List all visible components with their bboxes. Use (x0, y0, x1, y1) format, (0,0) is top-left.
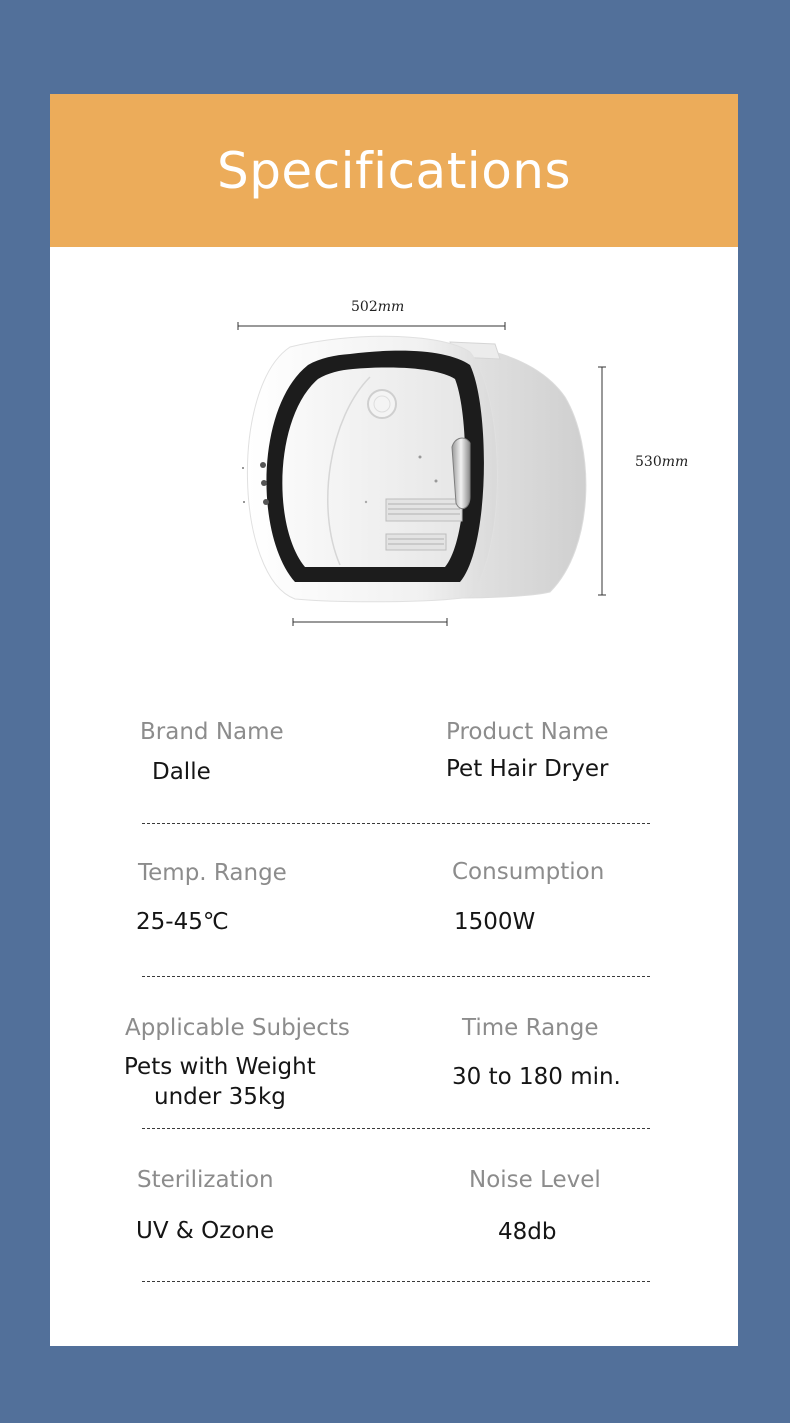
divider (142, 1128, 650, 1129)
spec-value-applicable-subjects-line2: under 35kg (154, 1084, 286, 1110)
spec-label-brand-name: Brand Name (140, 719, 284, 745)
spec-label-product-name: Product Name (446, 719, 609, 745)
height-unit: mm (661, 454, 689, 470)
divider (142, 976, 650, 977)
spec-label-temp-range: Temp. Range (138, 860, 287, 886)
height-value: 530 (635, 454, 662, 470)
page-title: Specifications (216, 141, 572, 200)
spec-label-consumption: Consumption (452, 859, 605, 885)
spec-value-product-name: Pet Hair Dryer (446, 756, 609, 782)
spec-value-sterilization: UV & Ozone (136, 1218, 275, 1244)
spec-value-time-range: 30 to 180 min. (452, 1064, 621, 1090)
spec-label-applicable-subjects: Applicable Subjects (125, 1015, 350, 1041)
divider (142, 1281, 650, 1282)
spec-card (50, 94, 738, 1346)
spec-value-temp-range: 25-45℃ (136, 909, 229, 935)
specifications-list (50, 94, 738, 1346)
width-unit: mm (377, 299, 405, 315)
spec-label-sterilization: Sterilization (137, 1167, 274, 1193)
spec-value-brand-name: Dalle (152, 759, 211, 785)
spec-label-time-range: Time Range (462, 1015, 599, 1041)
spec-label-noise-level: Noise Level (469, 1167, 601, 1193)
spec-value-applicable-subjects-line1: Pets with Weight (124, 1054, 316, 1080)
width-value: 502 (351, 299, 378, 315)
divider (142, 823, 650, 824)
spec-value-noise-level: 48db (498, 1219, 557, 1245)
spec-value-consumption: 1500W (454, 909, 536, 935)
